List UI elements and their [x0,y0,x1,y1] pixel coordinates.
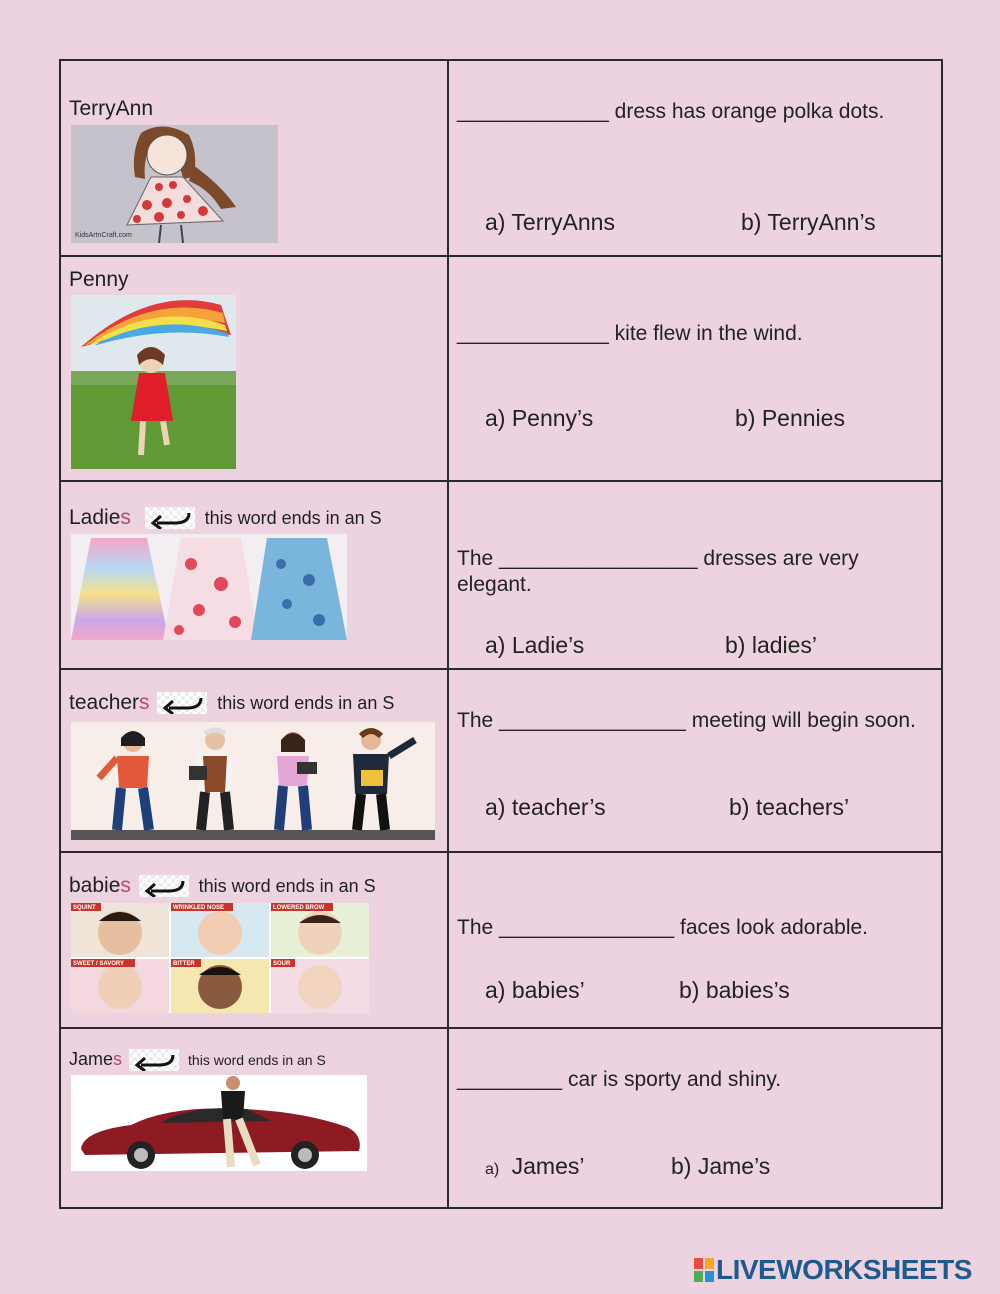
row-terryann [60,60,942,256]
hint-text: this word ends in an S [204,508,382,528]
question-text: _____________ dress has orange polka dots. [457,100,885,123]
name-label: Penny [69,268,129,291]
option-b[interactable]: b) Jame’s [671,1153,771,1179]
return-arrow-icon [145,507,195,529]
babies-faces-image [71,903,369,1013]
prompt-cell [60,1028,448,1208]
man-with-car-image [71,1075,367,1171]
question-cell [448,1028,942,1208]
question-cell [448,852,942,1028]
row-babies [60,852,942,1028]
teachers-image [71,722,435,840]
prompt-cell [60,669,448,852]
name-label [69,874,376,898]
return-arrow-icon [129,1049,179,1071]
photo-label-6: SOUR [273,961,291,967]
return-arrow-icon [139,875,189,897]
row-ladies [60,481,942,669]
ladies-dresses-image [71,534,347,640]
photo-label-5: BITTER [173,961,195,967]
option-b[interactable]: b) TerryAnn’s [741,209,876,235]
name-label [69,1049,326,1071]
option-a[interactable]: a) teacher’s [485,794,606,820]
name-ending-s: s [139,691,150,714]
prompt-cell [60,256,448,481]
prompt-cell [60,481,448,669]
option-a[interactable]: a) Penny’s [485,405,594,431]
prompt-cell [60,852,448,1028]
option-a[interactable] [485,1153,584,1180]
name-ending-s: s [113,1049,123,1069]
name-label: TerryAnn [69,97,154,120]
question-text: _____________ kite flew in the wind. [457,322,803,345]
name-base: Ladie [69,506,121,529]
hint-text: this word ends in an S [198,876,376,896]
option-b[interactable]: b) Pennies [735,405,845,431]
option-b[interactable]: b) babies’s [679,977,790,1003]
question-cell [448,481,942,669]
row-teachers [60,669,942,852]
name-base: teacher [69,691,140,714]
option-word: James’ [511,1153,585,1179]
hint-text: this word ends in an S [217,693,395,713]
worksheet-table [59,59,943,1209]
option-b[interactable]: b) teachers’ [729,794,850,820]
question-text: The _________________ dresses are very elegant. [457,547,859,596]
question-cell [448,256,942,481]
logo-grid-icon [694,1258,714,1282]
name-label [69,506,382,530]
name-label [69,691,394,715]
image-credit: KidsArtnCraft.com [75,232,132,239]
option-letter: a) [485,1161,500,1178]
question-cell [448,669,942,852]
girl-with-kite-image [71,295,236,469]
option-b[interactable]: b) ladies’ [725,632,818,658]
row-penny [60,256,942,481]
question-text: The _______________ faces look adorable. [457,916,868,939]
photo-label-1: SQUINT [73,905,96,911]
option-a[interactable]: a) Ladie’s [485,632,585,658]
photo-label-3: LOWERED BROW [273,905,325,911]
row-james [60,1028,942,1208]
option-a[interactable]: a) TerryAnns [485,209,615,235]
liveworksheets-logo [694,1255,972,1285]
question-text: The ________________ meeting will begin soon. [457,709,916,732]
name-base: Jame [69,1049,114,1069]
question-cell [448,60,942,256]
name-ending-s: s [120,874,131,897]
prompt-cell [60,60,448,256]
name-ending-s: s [120,506,131,529]
photo-label-4: SWEET / SAVORY [73,961,125,967]
logo-text: LIVEWORKSHEETS [716,1254,972,1285]
option-a[interactable]: a) babies’ [485,977,585,1003]
question-text: _________ car is sporty and shiny. [457,1068,782,1091]
name-base: babie [69,874,121,897]
return-arrow-icon [157,692,207,714]
photo-label-2: WRINKLED NOSE [173,905,224,911]
girl-polka-dress-image [71,125,278,243]
hint-text: this word ends in an S [188,1052,326,1068]
